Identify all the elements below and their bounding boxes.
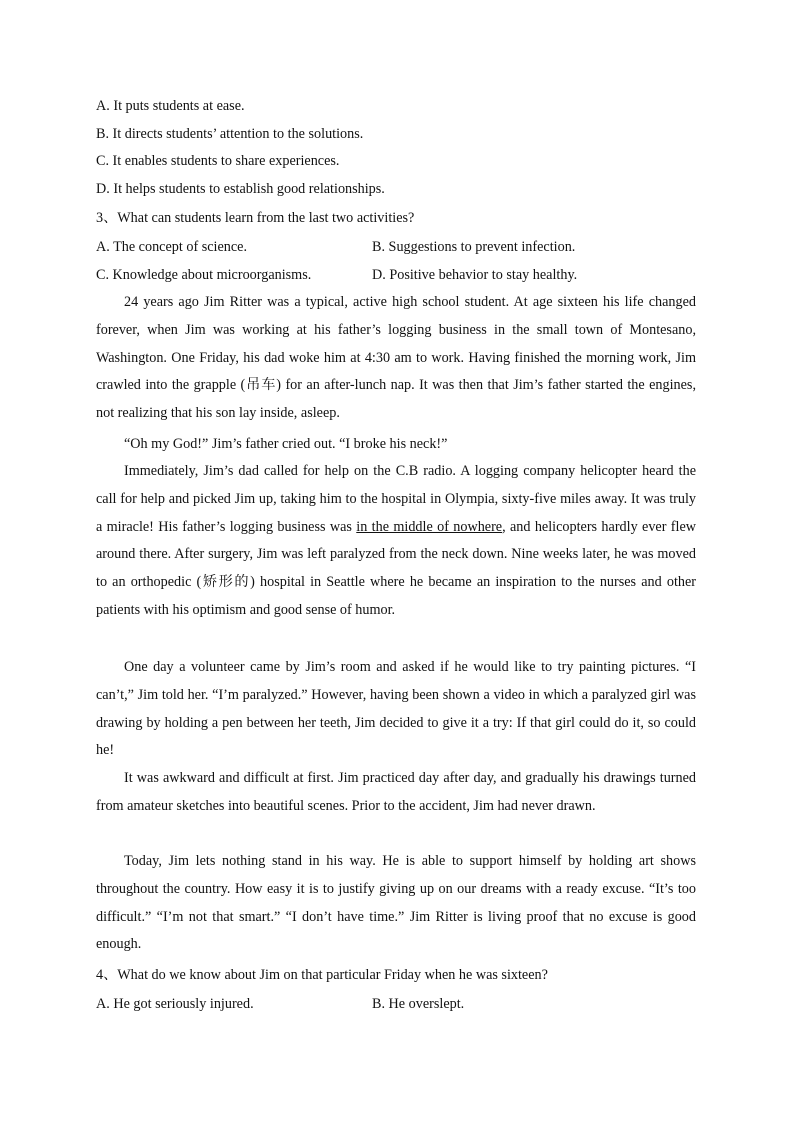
q3-option-b: B. Suggestions to prevent infection. [372, 239, 576, 255]
q2-option-d: D. It helps students to establish good relationships. [96, 181, 385, 197]
q4-option-a: A. He got seriously injured. [96, 996, 254, 1012]
q4-question: 4、What do we know about Jim on that particular Friday when he was sixteen? [96, 967, 548, 983]
p3-text-end: , and helicopters hardly ever flew around there. After surgery, Jim was left paralyzed from the neck down. Nine weeks later, he was moved to an orthopedic (矫形的) hospital in Seattle where he became an inspiration to the nurses and other patients with his optimism and good sense of humor. [96, 518, 696, 618]
q3-question: 3、What can students learn from the last two activities? [96, 210, 415, 226]
q3-option-a: A. The concept of science. [96, 239, 248, 255]
passage-paragraph-2: “Oh my God!” Jim’s father cried out. “I broke his neck!” [124, 436, 448, 452]
passage-paragraph-3 [96, 458, 696, 625]
passage-paragraph-1: 24 years ago Jim Ritter was a typical, active high school student. At age sixteen his life changed forever, when Jim was working at his father’s logging business in the small town of Montesano, Washington. One Friday, his dad woke him at 4:30 am to work. Having finished the morning work, Jim crawled into the grapple (吊车) for an after-lunch nap. It was then that Jim’s father started the engines, not realizing that his son lay inside, asleep. [96, 294, 696, 422]
passage-paragraph-5: It was awkward and difficult at first. Jim practiced day after day, and gradually his drawings turned from amateur sketches into beautiful scenes. Prior to the accident, Jim had never drawn. [96, 770, 696, 814]
q4-option-b: B. He overslept. [372, 996, 465, 1012]
q3-option-d: D. Positive behavior to stay healthy. [372, 267, 578, 283]
q2-option-a: A. It puts students at ease. [96, 98, 245, 114]
p3-text-start: Immediately, Jim’s dad called for help on the C.B radio. A logging company helicopter heard the call for help and picked Jim up, taking him to the hospital in Olympia, sixty-five miles away. It was truly a miracle! His father’s logging business was [96, 463, 696, 535]
underlined-phrase: in the middle of nowhere [356, 518, 503, 535]
q2-option-c: C. It enables students to share experiences. [96, 153, 340, 169]
passage-paragraph-6: Today, Jim lets nothing stand in his way. He is able to support himself by holding art shows throughout the country. How easy it is to justify giving up on our dreams with a ready excuse. “It’s too difficult.” “I’m not that smart.” “I don’t have time.” Jim Ritter is living proof that no excuse is good enough. [96, 853, 696, 953]
q2-option-b: B. It directs students’ attention to the solutions. [96, 126, 364, 142]
passage-paragraph-4: One day a volunteer came by Jim’s room and asked if he would like to try painting pictures. “I can’t,” Jim told her. “I’m paralyzed.” However, having been shown a video in which a paralyzed girl was drawing by holding a pen between her teeth, Jim decided to give it a try: If that girl could do it, so could he! [96, 659, 696, 759]
q3-option-c: C. Knowledge about microorganisms. [96, 267, 312, 283]
